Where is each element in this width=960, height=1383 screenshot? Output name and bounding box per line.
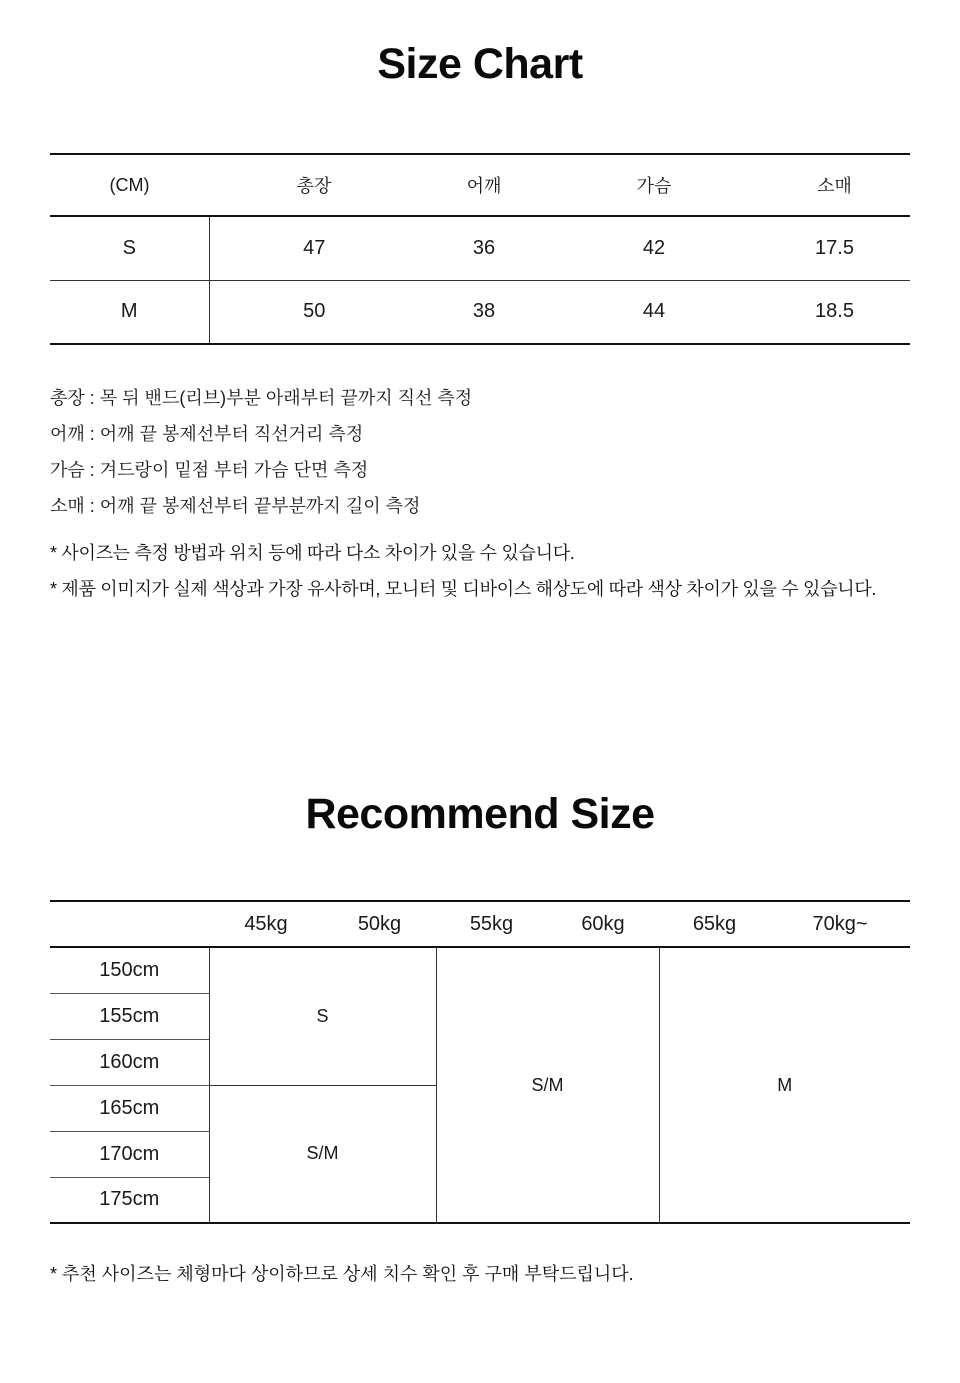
- height-label: 165cm: [50, 1085, 209, 1131]
- corner-cell: [50, 901, 209, 947]
- weight-label: 65kg: [659, 901, 770, 947]
- size-label: M: [50, 280, 209, 344]
- size-label: S: [50, 216, 209, 280]
- weight-label: 70kg~: [770, 901, 910, 947]
- chest-value: 42: [549, 216, 759, 280]
- height-label: 150cm: [50, 947, 209, 993]
- weight-header-row: [50, 901, 910, 947]
- table-row: [50, 280, 910, 344]
- recommend-cell-sm-tall: S/M: [209, 1085, 436, 1223]
- height-label: 170cm: [50, 1131, 209, 1177]
- header-chest: 가슴: [549, 154, 759, 216]
- table-row: [50, 216, 910, 280]
- recommend-cell-m: M: [659, 947, 910, 1223]
- header-length: 총장: [209, 154, 419, 216]
- header-shoulder: 어깨: [419, 154, 549, 216]
- sleeve-value: 17.5: [759, 216, 910, 280]
- weight-label: 50kg: [323, 901, 436, 947]
- weight-label: 55kg: [436, 901, 547, 947]
- shoulder-value: 38: [419, 280, 549, 344]
- height-label: 160cm: [50, 1039, 209, 1085]
- recommend-cell-s: S: [209, 947, 436, 1085]
- size-chart-title: Size Chart: [377, 40, 583, 88]
- height-label: 155cm: [50, 993, 209, 1039]
- weight-label: 45kg: [209, 901, 323, 947]
- header-unit: (CM): [50, 154, 209, 216]
- recommend-cell-sm-mid: S/M: [436, 947, 659, 1223]
- height-label: 175cm: [50, 1177, 209, 1223]
- chest-value: 44: [549, 280, 759, 344]
- weight-label: 60kg: [547, 901, 659, 947]
- note-length: 총장 : 목 뒤 밴드(리브)부분 아래부터 끝까지 직선 측정: [50, 388, 473, 408]
- size-chart-header-row: [50, 154, 910, 216]
- note-chest: 가슴 : 겨드랑이 밑점 부터 가슴 단면 측정: [50, 460, 369, 480]
- disclaimers: [50, 535, 930, 607]
- length-value: 50: [209, 280, 419, 344]
- length-value: 47: [209, 216, 419, 280]
- size-chart-table: [50, 153, 910, 345]
- measurement-notes: [50, 380, 920, 524]
- note-sleeve: 소매 : 어깨 끝 봉제선부터 끝부분까지 길이 측정: [50, 496, 421, 516]
- disclaimer-measure: * 사이즈는 측정 방법과 위치 등에 따라 다소 차이가 있을 수 있습니다.: [50, 543, 575, 563]
- recommend-size-title: Recommend Size: [305, 790, 655, 838]
- shoulder-value: 36: [419, 216, 549, 280]
- sleeve-value: 18.5: [759, 280, 910, 344]
- note-shoulder: 어깨 : 어깨 끝 봉제선부터 직선거리 측정: [50, 424, 364, 444]
- recommend-size-table: [50, 900, 910, 1224]
- disclaimer-color: * 제품 이미지가 실제 색상과 가장 유사하며, 모니터 및 디바이스 해상도에 따라 색상 차이가 있을 수 있습니다.: [50, 579, 877, 599]
- table-row: [50, 947, 910, 993]
- recommend-footnote: * 추천 사이즈는 체형마다 상이하므로 상세 치수 확인 후 구매 부탁드립니다.: [50, 1264, 634, 1284]
- header-sleeve: 소매: [759, 154, 910, 216]
